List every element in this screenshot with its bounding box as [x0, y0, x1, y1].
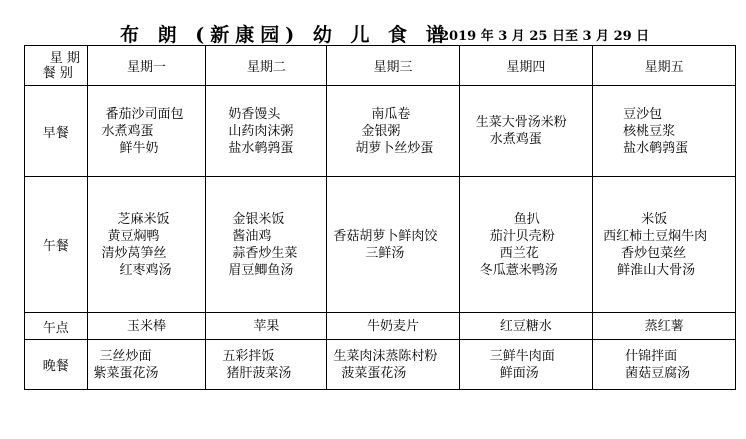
dish-item: 金银米饭	[232, 211, 285, 227]
dish-item: 西红柿土豆焖牛肉	[603, 228, 708, 244]
corner-weekday-label: 星 期	[49, 50, 80, 66]
dish-list	[460, 211, 592, 279]
dish-list	[327, 348, 458, 382]
table-body	[25, 86, 736, 390]
dish-item: 五彩拌饭	[222, 348, 275, 364]
menu-header	[0, 20, 746, 48]
dish-item: 什锦拌面	[625, 348, 678, 364]
dish-list	[327, 318, 458, 335]
dish-item: 胡萝卜丝炒蛋	[355, 140, 434, 156]
dish-item: 菠菜蛋花汤	[341, 365, 407, 381]
menu-cell-lunch-thu	[459, 177, 592, 313]
meal-label-lunch: 午餐	[25, 177, 88, 313]
dish-item: 蒸红薯	[644, 318, 684, 334]
dish-item: 生菜大骨汤米粉	[475, 115, 567, 130]
menu-cell-breakfast-tue	[206, 86, 327, 177]
dish-item: 苹果	[253, 318, 280, 334]
dish-list	[460, 114, 592, 148]
table-header-row	[25, 46, 736, 86]
dish-list	[206, 348, 326, 382]
dish-list	[593, 211, 735, 279]
dish-item: 菌菇豆腐汤	[625, 365, 691, 381]
dish-list	[206, 318, 326, 335]
dish-list	[460, 348, 592, 382]
day-header-thu: 星期四	[459, 46, 592, 86]
dish-item: 水煮鸡蛋	[489, 132, 542, 147]
day-header-mon: 星期一	[87, 46, 206, 86]
menu-cell-breakfast-mon	[87, 86, 206, 177]
menu-cell-snack-mon	[87, 313, 206, 340]
corner-cell	[25, 46, 88, 86]
dish-item: 红豆糖水	[499, 318, 552, 334]
corner-meal-label: 餐 别	[42, 65, 73, 81]
dish-item: 黄豆焖鸭	[107, 228, 160, 244]
dish-list	[88, 211, 206, 279]
dish-item: 豆沙包	[623, 106, 663, 122]
menu-cell-lunch-wed	[327, 177, 459, 313]
dish-item: 鱼扒	[513, 211, 540, 227]
dish-list	[593, 318, 735, 335]
menu-cell-snack-thu	[459, 313, 592, 340]
day-header-wed: 星期三	[327, 46, 459, 86]
dish-list	[593, 106, 735, 157]
menu-cell-breakfast-wed	[327, 86, 459, 177]
dish-item: 盐水鹌鹑蛋	[228, 140, 294, 156]
dish-list	[327, 228, 458, 262]
menu-cell-dinner-wed	[327, 340, 459, 390]
dish-item: 酱油鸡	[232, 228, 272, 244]
meal-label-breakfast: 早餐	[25, 86, 88, 177]
menu-cell-dinner-fri	[593, 340, 736, 390]
dish-item: 金银粥	[361, 123, 401, 139]
menu-cell-lunch-mon	[87, 177, 206, 313]
menu-cell-breakfast-fri	[593, 86, 736, 177]
dish-item: 南瓜卷	[371, 106, 411, 122]
dish-list	[460, 318, 592, 335]
dish-item: 西兰花	[499, 245, 539, 261]
dish-list	[206, 211, 326, 279]
page-title: 布 朗 (新康园) 幼 儿 食 谱	[120, 24, 451, 46]
dish-item: 米饭	[641, 211, 668, 227]
dish-item: 猪肝菠菜汤	[226, 365, 292, 381]
menu-cell-lunch-fri	[593, 177, 736, 313]
meal-label-dinner: 晚餐	[25, 340, 88, 390]
meal-row-snack	[25, 313, 736, 340]
menu-cell-snack-tue	[206, 313, 327, 340]
dish-item: 水煮鸡蛋	[101, 123, 154, 139]
dish-item: 番茄沙司面包	[105, 106, 184, 122]
menu-cell-dinner-thu	[459, 340, 592, 390]
meal-row-dinner	[25, 340, 736, 390]
day-header-tue: 星期二	[206, 46, 327, 86]
dish-item: 茄汁贝壳粉	[489, 228, 555, 244]
dish-item: 紫菜蛋花汤	[93, 365, 159, 381]
dish-list	[88, 348, 206, 382]
menu-cell-lunch-tue	[206, 177, 327, 313]
dish-list	[593, 348, 735, 382]
dish-list	[327, 106, 458, 157]
meal-row-breakfast	[25, 86, 736, 177]
menu-cell-snack-wed	[327, 313, 459, 340]
dish-item: 清炒莴笋丝	[101, 245, 167, 261]
menu-cell-dinner-tue	[206, 340, 327, 390]
dish-item: 三鲜汤	[365, 245, 405, 261]
dish-item: 奶香馒头	[228, 106, 281, 122]
dish-item: 红枣鸡汤	[119, 262, 172, 278]
dish-item: 核桃豆浆	[623, 123, 676, 139]
meal-label-snack: 午点	[25, 313, 88, 340]
dish-item: 香菇胡萝卜鲜肉饺	[333, 228, 438, 244]
dish-item: 山药肉沫粥	[228, 123, 294, 139]
dish-item: 牛奶麦片	[367, 318, 420, 334]
weekly-menu-table	[24, 45, 736, 390]
dish-item: 鲜淮山大骨汤	[617, 262, 696, 278]
meal-row-lunch	[25, 177, 736, 313]
dish-item: 玉米棒	[126, 318, 166, 334]
date-range: 2019 年 3 月 25 日至 3 月 29 日	[440, 29, 650, 44]
dish-list	[88, 318, 206, 335]
dish-item: 芝麻米饭	[117, 211, 170, 227]
menu-cell-breakfast-thu	[459, 86, 592, 177]
dish-item: 眉豆鲫鱼汤	[228, 262, 294, 278]
dish-item: 鲜面汤	[499, 365, 539, 381]
dish-item: 冬瓜薏米鸭汤	[479, 262, 558, 278]
dish-item: 三鲜牛肉面	[489, 348, 555, 364]
menu-cell-snack-fri	[593, 313, 736, 340]
menu-cell-dinner-mon	[87, 340, 206, 390]
dish-item: 生菜肉沫蒸陈村粉	[333, 348, 438, 364]
dish-item: 香炒包菜丝	[621, 245, 687, 261]
dish-list	[88, 106, 206, 157]
dish-item: 蒜香炒生菜	[232, 245, 298, 261]
dish-list	[206, 106, 326, 157]
dish-item: 三丝炒面	[99, 348, 152, 364]
dish-item: 鲜牛奶	[119, 140, 159, 156]
day-header-fri: 星期五	[593, 46, 736, 86]
dish-item: 盐水鹌鹑蛋	[623, 140, 689, 156]
